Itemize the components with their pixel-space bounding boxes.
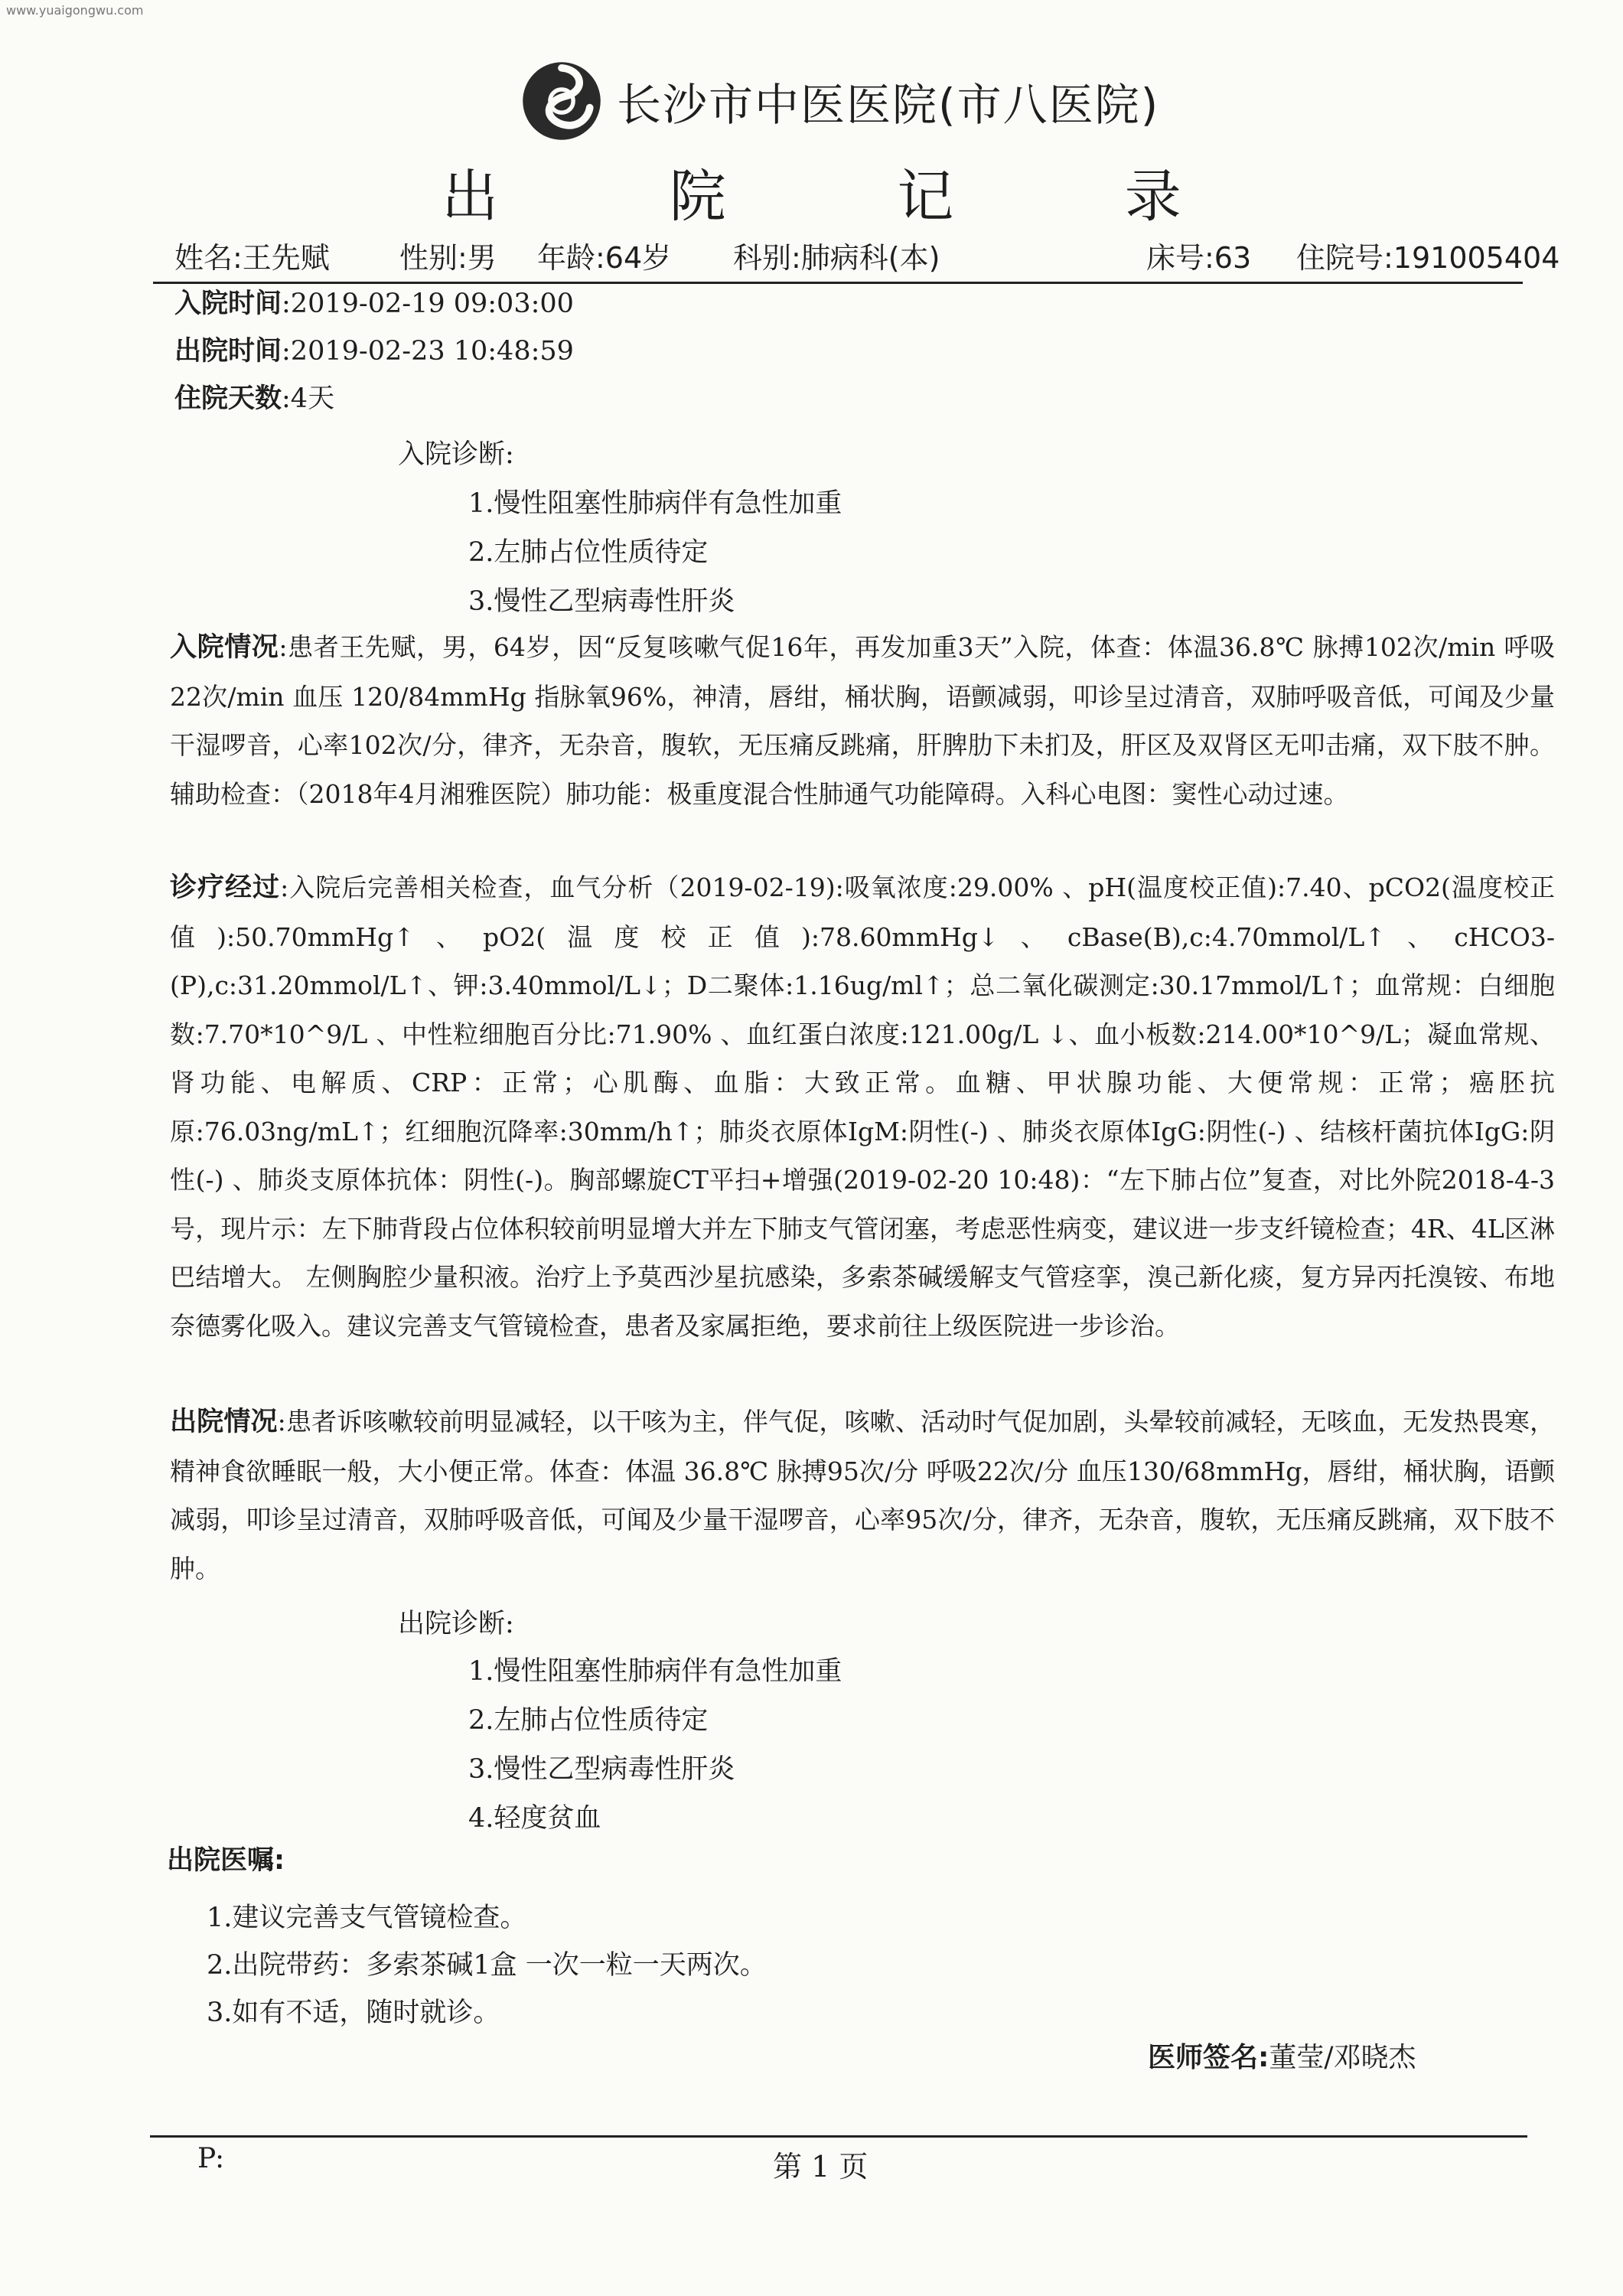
footer-p-label: P:	[197, 2143, 225, 2174]
discharge-time	[174, 338, 574, 365]
hospital-logo-icon	[520, 60, 603, 142]
patient-gender: 性别:男	[399, 241, 497, 275]
discharge-time-value: :2019-02-23 10:48:59	[282, 336, 574, 367]
hospital-name: 长沙市中医医院(市八医院)	[617, 79, 1160, 131]
patient-age: 年龄:64岁	[537, 241, 672, 275]
treatment-course-text: :入院后完善相关检查，血气分析（2019-02-19):吸氧浓度:29.00% 、pH(温度校正值):7.40、pCO2(温度校正值):50.70mmHg↑、pO2(温度校正值):78.60mmHg↓、cBase(B),c:4.70mmol/L↑、cHCO3-(P),c:31.20mmol/L↑、钾:3.40mmol/L↓；D二聚体:1.16ug/ml↑；总二氧化碳测定:30.17mmol/L↑；血常规：白细胞数:7.70*10^9/L 、中性粒细胞百分比:71.90% 、血红蛋白浓度:121.00g/L ↓、血小板数:214.00*10^9/L；凝血常规、肾功能、电解质、CRP：正常；心肌酶、血脂：大致正常。血糖、甲状腺功能、大便常规：正常；癌胚抗原:76.03ng/mL↑；红细胞沉降率:30mm/h↑；肺炎衣原体IgM:阴性(-) 、肺炎衣原体IgG:阴性(-) 、结核杆菌抗体IgG:阴性(-) 、肺炎支原体抗体：阴性(-)。胸部螺旋CT平扫+增强(2019-02-20 10:48)：“左下肺占位”复查，对比外院2018-4-3号，现片示：左下肺背段占位体积较前明显增大并左下肺支气管闭塞，考虑恶性病变，建议进一步支纤镜检查；4R、4L区淋巴结增大。 左侧胸腔少量积液。治疗上予莫西沙星抗感染，多索茶碱缓解支气管痉挛，溴己新化痰，复方异丙托溴铵、布地奈德雾化吸入。建议完善支气管镜检查，患者及家属拒绝，要求前往上级医院进一步诊治。	[170, 872, 1555, 1341]
header-divider	[153, 282, 1523, 284]
discharge-condition-text: :患者诉咳嗽较前明显减轻，以干咳为主，伴气促，咳嗽、活动时气促加剧，头晕较前减轻，无咳血，无发热畏寒，精神食欲睡眠一般，大小便正常。体查：体温 36.8℃ 脉搏95次/分 呼吸22次/分 血压130/68mmHg，唇绀，桶状胸，语颤减弱，叩诊呈过清音，双肺呼吸音低，可闻及少量干湿啰音，心率95次/分，律齐，无杂音，腹软，无压痛反跳痛，双下肢不肿。	[170, 1407, 1555, 1583]
admission-diagnosis-item: 3.慢性乙型病毒性肝炎	[468, 586, 735, 617]
stay-days-value: :4天	[282, 383, 335, 414]
bed-number: 床号:63	[1146, 241, 1252, 275]
admission-condition	[170, 623, 1555, 818]
treatment-course-label: 诊疗经过	[170, 872, 281, 903]
admit-time	[174, 291, 574, 318]
admission-diagnosis-item: 1.慢性阻塞性肺病伴有急性加重	[468, 488, 842, 519]
discharge-condition	[170, 1397, 1555, 1593]
admit-time-label: 入院时间	[174, 289, 282, 319]
discharge-diagnosis-item: 4.轻度贫血	[468, 1803, 601, 1834]
discharge-condition-label: 出院情况	[170, 1407, 278, 1437]
patient-name: 姓名:王先赋	[174, 241, 330, 275]
discharge-order-item: 3.如有不适，随时就诊。	[207, 1998, 500, 2028]
discharge-order-item: 1.建议完善支气管镜检查。	[207, 1903, 527, 1933]
discharge-order-item: 2.出院带药：多索茶碱1盒 一次一粒一天两次。	[207, 1950, 767, 1981]
admit-time-value: :2019-02-19 09:03:00	[282, 289, 574, 319]
doctor-signature-label: 医师签名:	[1148, 2042, 1269, 2073]
discharge-diagnosis-item: 2.左肺占位性质待定	[468, 1705, 709, 1736]
admission-condition-label: 入院情况	[170, 632, 279, 663]
admission-diagnosis-item: 2.左肺占位性质待定	[468, 537, 709, 568]
stay-days-label: 住院天数	[174, 383, 282, 414]
admission-number: 住院号:191005404	[1296, 241, 1560, 275]
admission-diagnosis-heading: 入院诊断:	[398, 439, 514, 470]
hospital-header	[520, 60, 1159, 142]
discharge-diagnosis-item: 3.慢性乙型病毒性肝炎	[468, 1754, 735, 1785]
doctor-signature	[1148, 2036, 1416, 2075]
discharge-diagnosis-heading: 出院诊断:	[398, 1609, 514, 1639]
footer-divider	[150, 2135, 1527, 2138]
patient-info-row	[174, 234, 1567, 274]
page-number: 第 1 页	[773, 2150, 869, 2183]
treatment-course	[170, 863, 1555, 1350]
doctor-signature-value: 董莹/邓晓杰	[1269, 2042, 1416, 2073]
patient-department: 科别:肺病科(本)	[733, 241, 940, 275]
discharge-time-label: 出院时间	[174, 336, 282, 367]
discharge-orders-label: 出院医嘱:	[167, 1845, 285, 1876]
watermark: www.yuaigongwu.com	[6, 3, 144, 18]
discharge-diagnosis-item: 1.慢性阻塞性肺病伴有急性加重	[468, 1656, 842, 1687]
stay-days	[174, 383, 335, 414]
admission-condition-text: :患者王先赋，男，64岁，因“反复咳嗽气促16年，再发加重3天”入院，体查：体温36.8℃ 脉搏102次/min 呼吸22次/min 血压 120/84mmHg 指脉氧96%，神清，唇绀，桶状胸，语颤减弱，叩诊呈过清音，双肺呼吸音低，可闻及少量干湿啰音，心率102次/分，律齐，无杂音，腹软，无压痛反跳痛，肝脾肋下未扪及，肝区及双肾区无叩击痛，双下肢不肿。 辅助检查：（2018年4月湘雅医院）肺功能：极重度混合性肺通气功能障碍。入科心电图：窦性心动过速。	[170, 632, 1555, 809]
document-title: 出 院 记 录	[442, 164, 1258, 230]
